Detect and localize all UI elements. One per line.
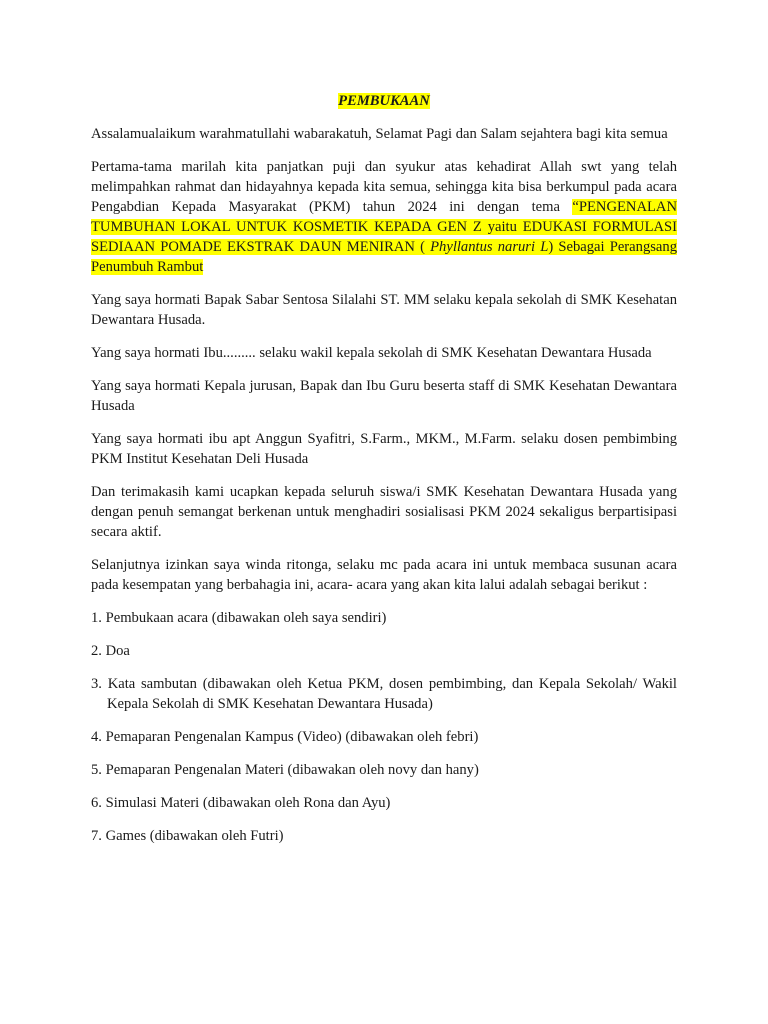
agenda-item-5: 5. Pemaparan Pengenalan Materi (dibawakan oleh novy dan hany) xyxy=(91,762,479,778)
respect-paragraph-1: Yang saya hormati Bapak Sabar Sentosa Silalahi ST. MM selaku kepala sekolah di SMK Kesehatan Dewantara Husada. xyxy=(91,292,677,328)
thanks-paragraph: Dan terimakasih kami ucapkan kepada seluruh siswa/i SMK Kesehatan Dewantara Husada yang dengan penuh semangat berkenan untuk menghadiri sosialisasi PKM 2024 sekaligus berpartisipasi secara aktif. xyxy=(91,484,677,540)
respect-paragraph-3: Yang saya hormati Kepala jurusan, Bapak dan Ibu Guru beserta staff di SMK Kesehatan Dewantara Husada xyxy=(91,378,677,414)
document-page xyxy=(91,91,677,859)
theme-text-a: “PENGENALAN TUMBUHAN LOKAL UNTUK KOSMETIK KEPADA GEN Z yaitu EDUKASI FORMULASI SEDIAAN POMADE EKSTRAK DAUN MENIRAN ( xyxy=(91,199,677,255)
agenda-item-1: 1. Pembukaan acara (dibawakan oleh saya sendiri) xyxy=(91,610,387,626)
agenda-item-3: 3. Kata sambutan (dibawakan oleh Ketua PKM, dosen pembimbing, dan Kepala Sekolah/ Wakil Kepala Sekolah di SMK Kesehatan Dewantara Husada) xyxy=(91,676,677,712)
agenda-item-4: 4. Pemaparan Pengenalan Kampus (Video) (dibawakan oleh febri) xyxy=(91,729,479,745)
theme-species: Phyllantus naruri L xyxy=(430,239,549,255)
document-title-text: PEMBUKAAN xyxy=(338,93,430,109)
document-title xyxy=(91,91,677,111)
agenda-item-7: 7. Games (dibawakan oleh Futri) xyxy=(91,828,284,844)
intro-paragraph xyxy=(91,157,677,277)
respect-paragraph-4: Yang saya hormati ibu apt Anggun Syafitri, S.Farm., MKM., M.Farm. selaku dosen pembimbing PKM Institut Kesehatan Deli Husada xyxy=(91,431,677,467)
theme-text-b: ) Sebagai Perangsang Penumbuh Rambut xyxy=(91,239,677,275)
respect-paragraph-2: Yang saya hormati Ibu......... selaku wakil kepala sekolah di SMK Kesehatan Dewantara Husada xyxy=(91,345,652,361)
greeting-paragraph: Assalamualaikum warahmatullahi wabarakatuh, Selamat Pagi dan Salam sejahtera bagi kita semua xyxy=(91,126,668,142)
agenda-item-6: 6. Simulasi Materi (dibawakan oleh Rona dan Ayu) xyxy=(91,795,391,811)
continuation-paragraph: Selanjutnya izinkan saya winda ritonga, selaku mc pada acara ini untuk membaca susunan acara pada kesempatan yang berbahagia ini, acara- acara yang akan kita lalui adalah sebagai berikut : xyxy=(91,557,677,593)
intro-text: Pertama-tama marilah kita panjatkan puji dan syukur atas kehadirat Allah swt yang telah melimpahkan rahmat dan hidayahnya kepada kita semua, sehingga kita bisa berkumpul pada acara Pengabdian Kepada Masyarakat (PKM) tahun 2024 ini dengan tema xyxy=(91,159,677,215)
agenda-item-2: 2. Doa xyxy=(91,643,130,659)
